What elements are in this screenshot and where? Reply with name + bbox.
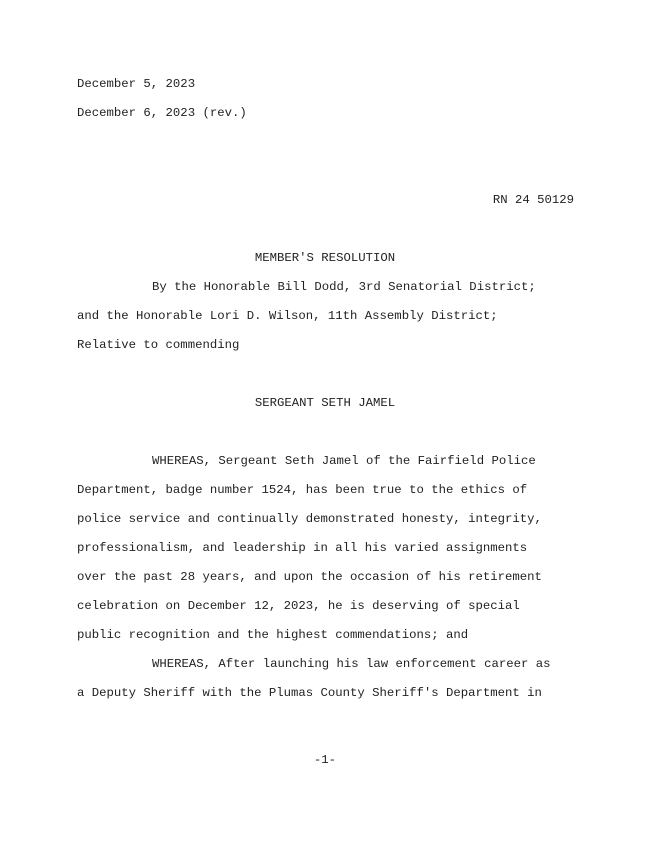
date-revised: December 6, 2023 (rev.) [77, 106, 247, 120]
paragraph-line: WHEREAS, After launching his law enforcement career as [152, 657, 551, 671]
intro-line: By the Honorable Bill Dodd, 3rd Senatorial District; [152, 280, 536, 294]
page-number: -1- [313, 753, 337, 767]
date-original: December 5, 2023 [77, 77, 196, 91]
intro-line: and the Honorable Lori D. Wilson, 11th Assembly District; [77, 309, 498, 323]
paragraph-line: WHEREAS, Sergeant Seth Jamel of the Fairfield Police [152, 454, 536, 468]
resolution-type: MEMBER'S RESOLUTION [254, 251, 396, 265]
paragraph-line: a Deputy Sheriff with the Plumas County Sheriff's Department in [77, 686, 542, 700]
paragraph-line: public recognition and the highest commendations; and [77, 628, 469, 642]
resolution-number: RN 24 50129 [492, 193, 574, 207]
paragraph-line: police service and continually demonstrated honesty, integrity, [77, 512, 542, 526]
paragraph-line: professionalism, and leadership in all his varied assignments [77, 541, 528, 555]
paragraph-line: over the past 28 years, and upon the occasion of his retirement [77, 570, 542, 584]
intro-line: Relative to commending [77, 338, 240, 352]
paragraph-line: celebration on December 12, 2023, he is deserving of special [77, 599, 520, 613]
paragraph-line: Department, badge number 1524, has been true to the ethics of [77, 483, 528, 497]
honoree-name: SERGEANT SETH JAMEL [254, 396, 396, 410]
